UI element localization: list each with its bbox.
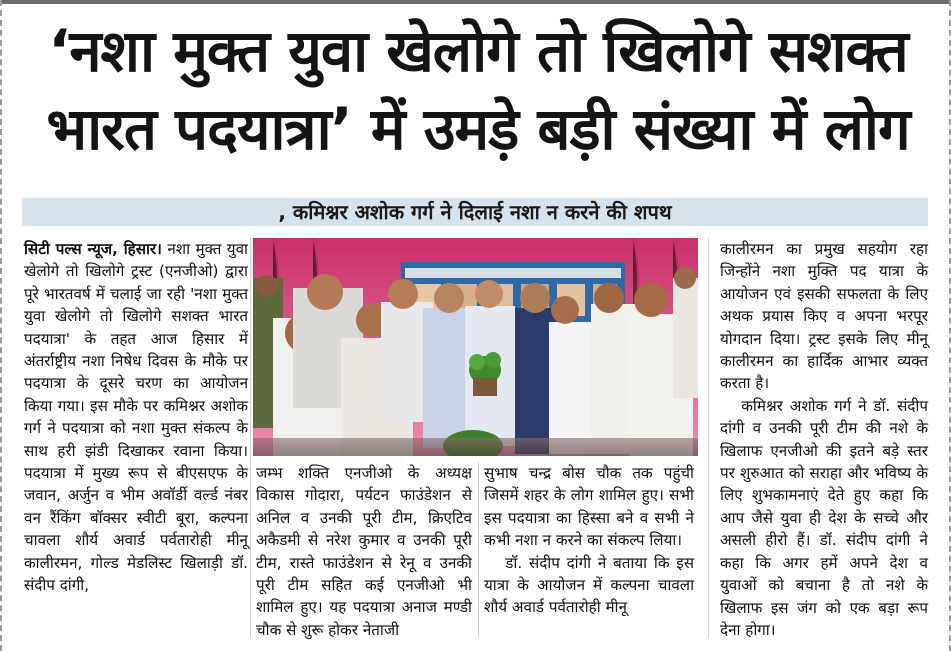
dateline: सिटी पल्स न्यूज, हिसार। xyxy=(24,240,162,258)
event-photo xyxy=(253,238,698,456)
headline xyxy=(18,12,938,168)
clipping-edge-left xyxy=(0,0,5,651)
article-column-1 xyxy=(24,238,248,597)
page-top-border xyxy=(0,0,951,4)
headline-line-2: भारत पदयात्रा’ में उमड़े बड़ी संख्या में लोग xyxy=(46,95,910,163)
clipping-edge-right xyxy=(946,0,951,651)
article-paragraph: कमिश्नर अशोक गर्ग ने डॉ. संदीप दांगी व उनकी पूरी टीम की नशे के खिलाफ एनजीओ की इतने बड़े स्तर पर शुरुआत को सराहा और भविष्य के लिए शुभकामनाएं देते हुए कहा कि आप जैसे युवा ही देश के सच्चे और असली हीरो हैं। डॉ. संदीप दांगी ने कहा कि अगर हमें अपने देश व युवाओं को बचाना है तो नशे के खिलाफ इस जंग को एक बड़ा रूप देना होगा। xyxy=(720,396,928,639)
article-column-2 xyxy=(256,462,472,641)
article-text: नशा मुक्त युवा खेलोगे तो खिलोगे ट्रस्ट (एनजीओ) द्वारा पूरे भारतवर्ष में चलाई जा रही 'नशा मुक्त युवा खेलोगे तो खिलोगे सशक्त भारत पदयात्रा' के तहत आज हिसार में अंतर्राष्ट्रीय नशा निषेध दिवस के मौके पर पदयात्रा के दूसरे चरण का आयोजन किया गया। इस मौके पर कमिश्नर अशोक गर्ग ने पदयात्रा को नशा मुक्त संकल्प के साथ हरी झंडी दिखाकर रवाना किया। पदयात्रा में मुख्य रूप से बीएसएफ के जवान, अर्जुन व भीम अवॉर्डी वर्ल्ड नंबर वन रैंकिंग बॉक्सर स्वीटी बूरा, कल्पना चावला शौर्य अवार्ड पर्वतारोही मीनू कालीरमन, गोल्ड मेडलिस्ट खिलाड़ी डॉ. संदीप दांगी, xyxy=(24,240,248,595)
article-paragraph xyxy=(24,238,248,597)
article-paragraph: डॉ. संदीप दांगी ने बताया कि इस यात्रा के आयोजन में कल्पना चावला शौर्य अवार्ड पर्वतारोही मीनू xyxy=(484,553,694,617)
subheadline: , कमिश्नर अशोक गर्ग ने दिलाई नशा न करने की शपथ xyxy=(278,200,672,224)
article-paragraph: जम्भ शक्ति एनजीओ के अध्यक्ष विकास गोदारा, पर्यटन फाउंडेशन से अनिल व उनकी पूरी टीम, क्रिएटिव अकैडमी से नरेश कुमार व उनकी पूरी टीम, रास्ते फाउंडेशन से रेनू व उनकी पूरी टीम सहित कई एनजीओ भी शामिल हुए। यह पदयात्रा अनाज मण्डी चौक से शुरू होकर नेताजी xyxy=(256,464,472,639)
column-divider xyxy=(478,462,479,638)
article-column-4 xyxy=(720,238,928,641)
column-divider xyxy=(708,238,709,638)
headline-line-1: ‘नशा मुक्त युवा खेलोगे तो खिलोगे सशक्त xyxy=(48,17,908,85)
column-divider xyxy=(250,238,251,638)
article-column-3 xyxy=(484,462,694,619)
event-photo-illustration xyxy=(253,238,698,456)
article-paragraph: सुभाष चन्द्र बोस चौक तक पहुंची जिसमें शहर के लोग शामिल हुए। सभी इस पदयात्रा का हिस्सा बने व सभी ने कभी नशा न करने का संकल्प लिया। xyxy=(484,464,694,550)
article-paragraph: कालीरमन का प्रमुख सहयोग रहा जिन्होंने नशा मुक्ति पद यात्रा के आयोजन एवं इसकी सफलता के लिए अथक प्रयास किए व अपना भरपूर योगदान दिया। ट्रस्ट इसके लिए मीनू कालीरमन का हार्दिक आभार व्यक्त करता है। xyxy=(720,240,928,393)
